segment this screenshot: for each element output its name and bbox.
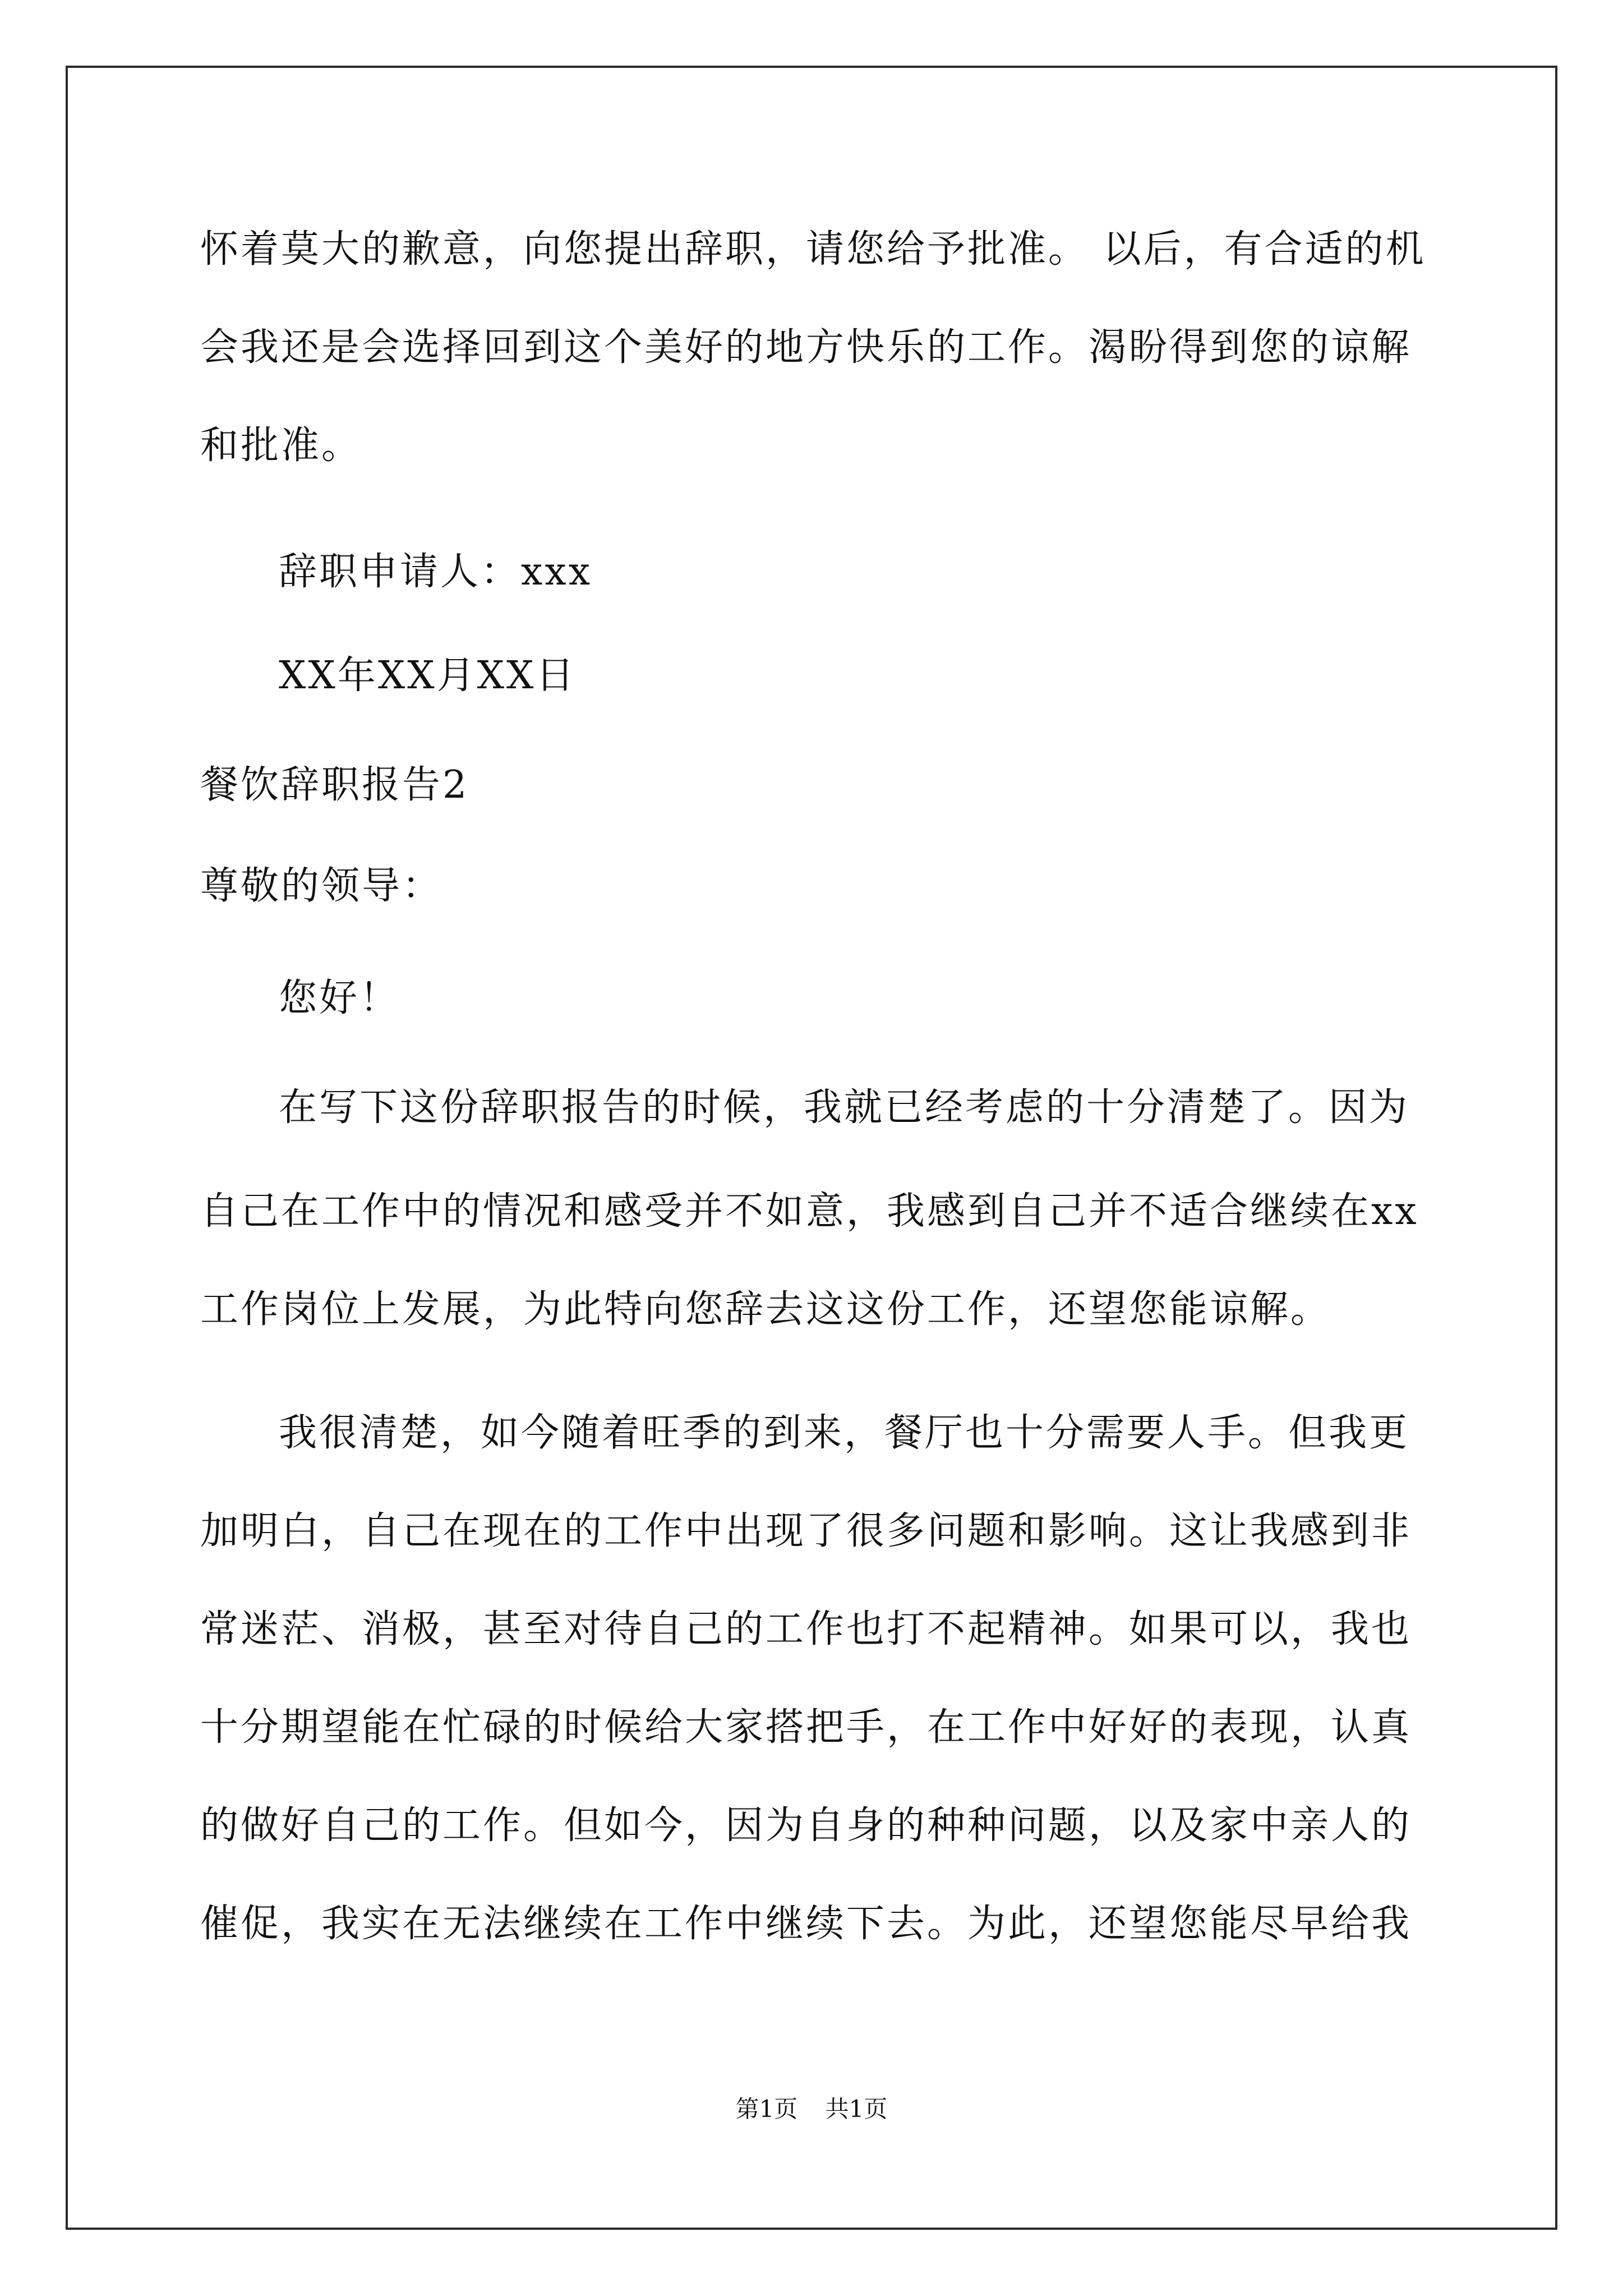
paragraph-line: 十分期望能在忙碌的时候给大家搭把手，在工作中好好的表现，认真 — [200, 1705, 1412, 1750]
paragraph-line: 自己在工作中的情况和感受并不如意，我感到自己并不适合继续在xx — [200, 1189, 1419, 1234]
paragraph-line: 常迷茫、消极，甚至对待自己的工作也打不起精神。如果可以，我也 — [200, 1607, 1412, 1651]
page-number: 第1页 — [735, 2095, 798, 2123]
salutation: 尊敬的领导： — [200, 864, 443, 908]
page-footer — [0, 2095, 1623, 2123]
paragraph-line: 在写下这份辞职报告的时候，我就已经考虑的十分清楚了。因为 — [279, 1085, 1410, 1130]
paragraph-line: 和批准。 — [200, 424, 362, 468]
date-line: XX年XX月XX日 — [279, 654, 577, 698]
page-total: 共1页 — [825, 2095, 888, 2123]
greeting: 您好！ — [279, 976, 400, 1020]
paragraph-line: 催促，我实在无法继续在工作中继续下去。为此，还望您能尽早给我 — [200, 1902, 1412, 1946]
paragraph-line: 工作岗位上发展，为此特向您辞去这这份工作，还望您能谅解。 — [200, 1287, 1331, 1332]
paragraph-line: 的做好自己的工作。但如今，因为自身的种种问题，以及家中亲人的 — [200, 1803, 1412, 1848]
paragraph-line: 加明白，自己在现在的工作中出现了很多问题和影响。这让我感到非 — [200, 1509, 1412, 1553]
paragraph-line: 怀着莫大的歉意，向您提出辞职，请您给予批准。 以后，有合适的机 — [200, 227, 1426, 272]
signature-line: 辞职申请人：xxx — [279, 550, 593, 594]
section-title: 餐饮辞职报告2 — [200, 763, 469, 807]
paragraph-line: 我很清楚，如今随着旺季的到来，餐厅也十分需要人手。但我更 — [279, 1411, 1410, 1455]
paragraph-line: 会我还是会选择回到这个美好的地方快乐的工作。渴盼得到您的谅解 — [200, 325, 1412, 370]
